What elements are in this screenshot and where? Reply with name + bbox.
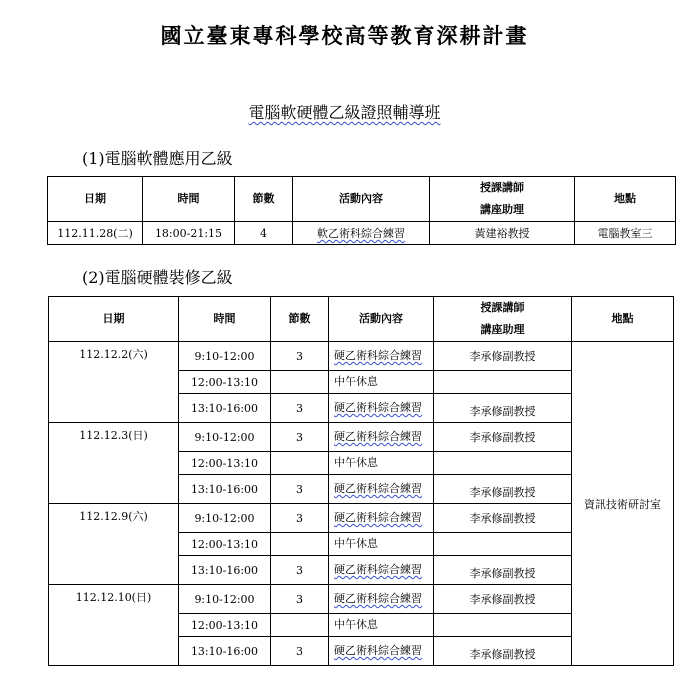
table-header-row	[49, 297, 674, 342]
activity-text: 軟乙術科綜合練習	[317, 227, 405, 240]
cell-time: 13:10-16:00	[179, 475, 271, 504]
header-instructor-line1: 授課講師	[480, 181, 524, 194]
section1-heading: (1)電腦軟體應用乙級	[82, 149, 233, 168]
cell-instructor: 李承修副教授	[434, 475, 572, 504]
cell-instructor: 黃建裕教授	[430, 222, 575, 245]
cell-time: 18:00-21:15	[143, 222, 235, 245]
activity-text: 中午休息	[334, 456, 378, 469]
activity-text: 中午休息	[334, 618, 378, 631]
cell-instructor: 李承修副教授	[434, 637, 572, 666]
cell-time: 13:10-16:00	[179, 394, 271, 423]
cell-activity	[329, 614, 434, 637]
hardware-schedule-body	[49, 342, 674, 666]
header-instructor-line2: 講座助理	[480, 203, 524, 216]
header-instructor	[434, 297, 572, 342]
header-activity: 活動內容	[329, 297, 434, 342]
cell-periods: 3	[271, 475, 329, 504]
cell-time: 12:00-13:10	[179, 452, 271, 475]
activity-text: 中午休息	[334, 537, 378, 550]
cell-instructor	[434, 614, 572, 637]
section2-heading: (2)電腦硬體裝修乙級	[82, 268, 233, 287]
cell-instructor	[434, 371, 572, 394]
cell-periods	[271, 452, 329, 475]
cell-date: 112.12.2(六)	[49, 342, 179, 423]
activity-text: 硬乙術科綜合練習	[334, 644, 422, 657]
cell-periods: 3	[271, 585, 329, 614]
cell-periods: 3	[271, 504, 329, 533]
cell-activity	[329, 423, 434, 452]
cell-date: 112.11.28(二)	[48, 222, 143, 245]
cell-periods: 4	[235, 222, 293, 245]
header-time: 時間	[179, 297, 271, 342]
cell-instructor: 李承修副教授	[434, 556, 572, 585]
cell-instructor: 李承修副教授	[434, 504, 572, 533]
header-periods: 節數	[271, 297, 329, 342]
cell-activity	[329, 533, 434, 556]
activity-text: 硬乙術科綜合練習	[334, 592, 422, 605]
cell-time: 12:00-13:10	[179, 614, 271, 637]
activity-text: 中午休息	[334, 375, 378, 388]
cell-instructor: 李承修副教授	[434, 342, 572, 371]
activity-text: 硬乙術科綜合練習	[334, 482, 422, 495]
header-time: 時間	[143, 177, 235, 222]
cell-instructor: 李承修副教授	[434, 394, 572, 423]
cell-location: 資訊技術研討室	[572, 342, 674, 666]
cell-periods: 3	[271, 394, 329, 423]
cell-time: 9:10-12:00	[179, 342, 271, 371]
cell-periods: 3	[271, 423, 329, 452]
cell-time: 9:10-12:00	[179, 504, 271, 533]
activity-text: 硬乙術科綜合練習	[334, 511, 422, 524]
header-periods: 節數	[235, 177, 293, 222]
document-title: 國立臺東專科學校高等教育深耕計畫	[160, 23, 529, 48]
cell-date: 112.12.10(日)	[49, 585, 179, 666]
cell-activity	[329, 342, 434, 371]
activity-text: 硬乙術科綜合練習	[334, 430, 422, 443]
cell-periods	[271, 614, 329, 637]
cell-activity	[293, 222, 430, 245]
cell-instructor: 李承修副教授	[434, 585, 572, 614]
cell-time: 12:00-13:10	[179, 371, 271, 394]
table-row	[49, 342, 674, 371]
header-date: 日期	[48, 177, 143, 222]
activity-text: 硬乙術科綜合練習	[334, 401, 422, 414]
software-schedule-table	[47, 176, 676, 245]
cell-instructor	[434, 452, 572, 475]
cell-time: 9:10-12:00	[179, 585, 271, 614]
cell-periods	[271, 371, 329, 394]
cell-instructor	[434, 533, 572, 556]
cell-date: 112.12.9(六)	[49, 504, 179, 585]
cell-periods: 3	[271, 342, 329, 371]
cell-time: 9:10-12:00	[179, 423, 271, 452]
cell-time: 12:00-13:10	[179, 533, 271, 556]
header-instructor	[430, 177, 575, 222]
cell-periods	[271, 533, 329, 556]
cell-activity	[329, 394, 434, 423]
cell-activity	[329, 556, 434, 585]
header-date: 日期	[49, 297, 179, 342]
table-row	[48, 222, 676, 245]
cell-time: 13:10-16:00	[179, 637, 271, 666]
cell-instructor: 李承修副教授	[434, 423, 572, 452]
activity-text: 硬乙術科綜合練習	[334, 563, 422, 576]
header-instructor-line2: 講座助理	[480, 323, 525, 336]
header-instructor-line1: 授課講師	[480, 301, 525, 314]
header-location: 地點	[575, 177, 676, 222]
cell-activity	[329, 585, 434, 614]
cell-time: 13:10-16:00	[179, 556, 271, 585]
subtitle-text: 電腦軟硬體乙級證照輔導班	[248, 103, 441, 122]
cell-activity	[329, 504, 434, 533]
cell-activity	[329, 371, 434, 394]
hardware-schedule-table	[48, 296, 674, 666]
document-subtitle	[0, 100, 689, 123]
header-location: 地點	[572, 297, 674, 342]
activity-text: 硬乙術科綜合練習	[334, 349, 422, 362]
cell-activity	[329, 637, 434, 666]
cell-date: 112.12.3(日)	[49, 423, 179, 504]
cell-location: 電腦教室三	[575, 222, 676, 245]
cell-activity	[329, 475, 434, 504]
cell-activity	[329, 452, 434, 475]
table-header-row	[48, 177, 676, 222]
header-activity: 活動內容	[293, 177, 430, 222]
cell-periods: 3	[271, 637, 329, 666]
cell-periods: 3	[271, 556, 329, 585]
